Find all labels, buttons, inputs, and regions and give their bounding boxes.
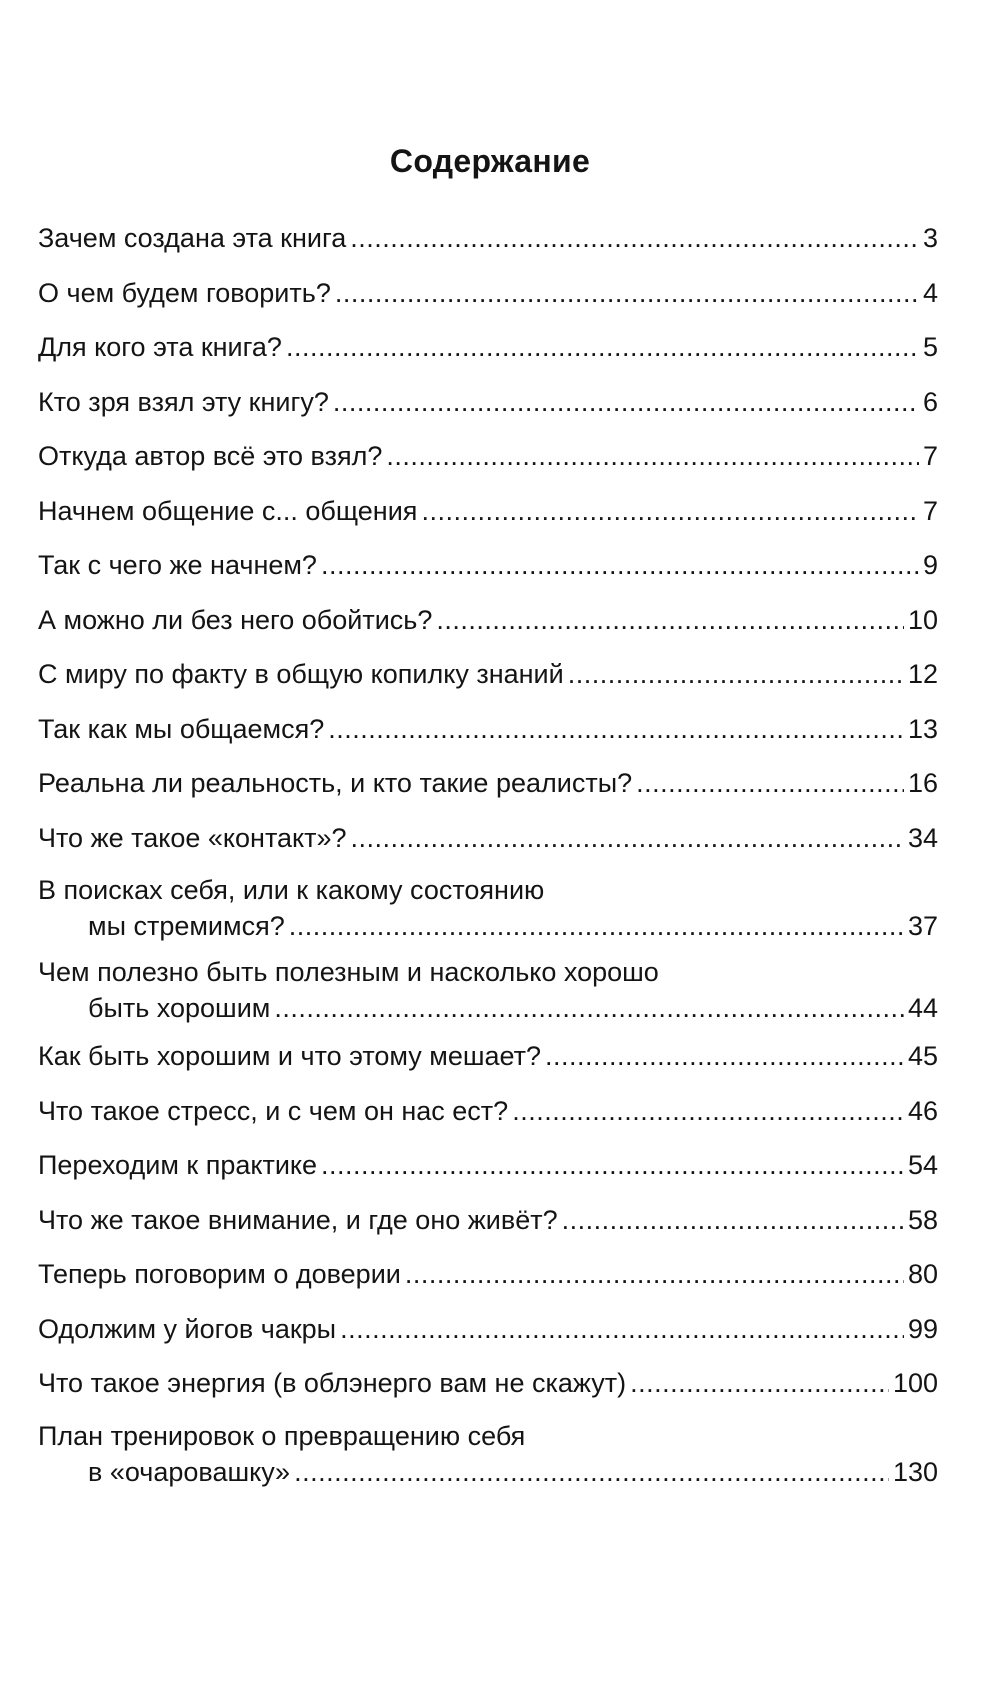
toc-entry-title: Начнем общение с... общения <box>38 495 418 526</box>
toc-entry <box>38 218 938 259</box>
dot-leader <box>350 218 919 259</box>
toc-entry-title: Что же такое «контакт»? <box>38 822 347 853</box>
toc-entry <box>38 1036 938 1077</box>
toc-entry-page: 44 <box>907 993 938 1023</box>
dot-leader <box>340 1309 904 1350</box>
dot-leader <box>405 1254 904 1295</box>
toc-entry-page: 5 <box>922 332 938 362</box>
toc-entry-title: Зачем создана эта книга <box>38 223 347 253</box>
toc-entry-page: 7 <box>922 441 938 471</box>
toc-entry <box>38 872 938 944</box>
toc-entry <box>38 436 938 477</box>
toc-entry <box>38 545 938 586</box>
toc-entry-page: 3 <box>922 223 938 253</box>
dot-leader <box>321 545 919 586</box>
toc-entry <box>38 654 938 695</box>
toc-entry <box>38 1363 938 1404</box>
toc-entry-title: Так как мы общаемся? <box>38 713 325 744</box>
dot-leader <box>630 1363 889 1404</box>
dot-leader <box>386 436 919 477</box>
toc-entry-title: Что же такое внимание, и где оно живёт? <box>38 1204 558 1235</box>
toc-entry-title-continuation: в «очаровашку» <box>88 1456 291 1487</box>
toc-entry <box>38 600 938 641</box>
dot-leader <box>335 273 919 314</box>
toc-entry-title: Что такое стресс, и с чем он нас ест? <box>38 1095 509 1126</box>
toc-entry-page: 9 <box>922 550 938 580</box>
toc-entry-page: 12 <box>907 659 938 689</box>
toc-entry-page: 16 <box>907 768 938 798</box>
dot-leader <box>286 327 919 368</box>
toc-entry <box>38 763 938 804</box>
dot-leader <box>568 654 904 695</box>
dot-leader <box>545 1036 904 1077</box>
toc-entry-title: Что такое энергия (в облэнерго вам не скажут) <box>38 1368 627 1398</box>
toc-entry-title: В поисках себя, или к какому состоянию <box>38 875 545 905</box>
toc-entry-title: А можно ли без него обойтись? <box>38 604 433 635</box>
toc-entry-page: 80 <box>907 1259 938 1289</box>
toc-entry-title: Чем полезно быть полезным и насколько хорошо <box>38 957 659 987</box>
toc-entry <box>38 1145 938 1186</box>
toc-entry-page: 34 <box>907 822 938 853</box>
toc-entry-title: Переходим к практике <box>38 1150 318 1180</box>
toc-entry <box>38 1200 938 1241</box>
toc-entry-title-continuation: быть хорошим <box>88 993 271 1023</box>
toc-entry-title: Кто зря взял эту книгу? <box>38 386 329 417</box>
toc-entry <box>38 273 938 314</box>
toc-entry <box>38 818 938 859</box>
toc-entry-title: Для кого эта книга? <box>38 332 282 362</box>
toc-entry-page: 100 <box>892 1368 938 1398</box>
toc-entry <box>38 1091 938 1132</box>
toc-entry-title: Откуда автор всё это взял? <box>38 441 383 471</box>
toc-entry-page: 37 <box>907 911 938 941</box>
toc-entry-page: 130 <box>892 1456 938 1487</box>
toc-entry-page: 58 <box>907 1204 938 1235</box>
toc-entry <box>38 1309 938 1350</box>
toc-entry-page: 4 <box>922 277 938 308</box>
dot-leader <box>333 382 919 423</box>
toc-entry-title: Реальна ли реальность, и кто такие реалисты? <box>38 768 633 798</box>
toc-entry <box>38 327 938 368</box>
toc-entry-title: План тренировок о превращению себя <box>38 1420 526 1451</box>
toc-entry-title: Теперь поговорим о доверии <box>38 1259 401 1289</box>
dot-leader <box>321 1145 904 1186</box>
toc-entry <box>38 954 938 1026</box>
toc-entry <box>38 491 938 532</box>
dot-leader <box>512 1091 904 1132</box>
dot-leader <box>328 709 904 750</box>
dot-leader <box>289 908 904 944</box>
toc-entry-page: 10 <box>907 604 938 635</box>
toc-entry-title: Так с чего же начнем? <box>38 550 317 580</box>
toc-entry <box>38 709 938 750</box>
toc-entry-page: 7 <box>922 495 938 526</box>
toc-entry-page: 46 <box>907 1095 938 1126</box>
toc-entry-page: 45 <box>907 1041 938 1071</box>
toc-entry-title: Как быть хорошим и что этому мешает? <box>38 1041 542 1071</box>
table-of-contents <box>38 218 938 1500</box>
toc-entry-title: С миру по факту в общую копилку знаний <box>38 659 564 689</box>
toc-entry-title: Одолжим у йогов чакры <box>38 1313 337 1344</box>
toc-entry <box>38 1254 938 1295</box>
dot-leader <box>636 763 904 804</box>
toc-entry-title-continuation: мы стремимся? <box>88 911 285 941</box>
dot-leader <box>421 491 919 532</box>
toc-entry-page: 99 <box>907 1313 938 1344</box>
toc-entry-page: 6 <box>922 386 938 417</box>
dot-leader <box>294 1454 889 1490</box>
toc-entry-title: О чем будем говорить? <box>38 277 331 308</box>
dot-leader <box>351 818 904 859</box>
toc-entry-page: 13 <box>907 713 938 744</box>
dot-leader <box>562 1200 904 1241</box>
dot-leader <box>274 990 904 1026</box>
toc-entry <box>38 1418 938 1490</box>
dot-leader <box>436 600 904 641</box>
toc-entry <box>38 382 938 423</box>
page-title: Содержание <box>389 143 591 179</box>
toc-entry-page: 54 <box>907 1150 938 1180</box>
